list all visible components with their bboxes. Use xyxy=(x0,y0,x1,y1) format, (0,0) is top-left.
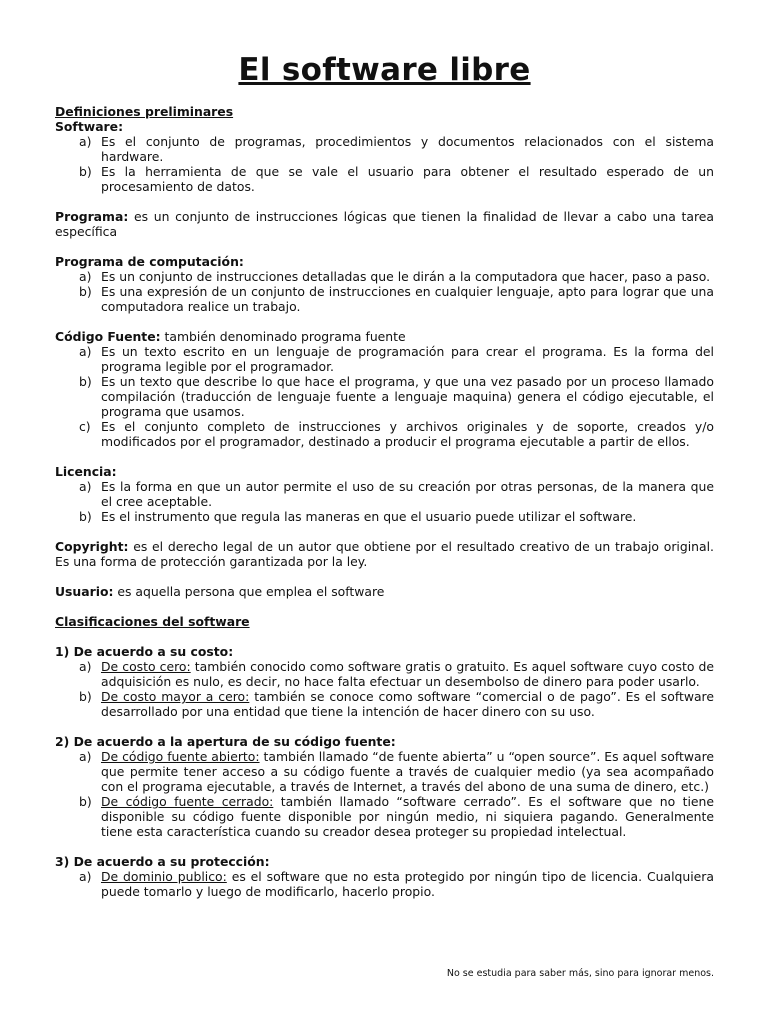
definition-programa: Programa: es un conjunto de instrucciones lógicas que tienen la finalidad de llevar a cabo una tarea específica xyxy=(55,209,714,239)
list-item: b) Es un texto que describe lo que hace el programa, y que una vez pasado por un proceso llamado compilación (traducción de lenguaje fuente a lenguaje maquina) genera el código ejecutable, el programa que usamos. xyxy=(79,374,714,419)
document-title: El software libre xyxy=(238,52,531,88)
list-item: a) De código fuente abierto: también llamado “de fuente abierta” u “open source”. Es aquel software que permite tener acceso a su código fuente a través de cualquier medio (ya sea acompañado con el programa ejecutable, a través de Internet, a través del abono de una suma de dinero, etc.) xyxy=(79,749,715,794)
list-item: b) Es la herramienta de que se vale el usuario para obtener el resultado esperado de un procesamiento de datos. xyxy=(79,164,714,194)
list-item: b) Es una expresión de un conjunto de instrucciones en cualquier lenguaje, apto para lograr que una computadora realice un trabajo. xyxy=(79,284,714,314)
list-item: c) Es el conjunto completo de instrucciones y archivos originales y de soporte, creados y/o modificados por el programador, destinado a producir el programa ejecutable a partir de ellos. xyxy=(79,419,714,449)
list-item: a) Es un texto escrito en un lenguaje de programación para crear el programa. Es la forma del programa legible por el programador. xyxy=(79,344,714,374)
list-item: b) Es el instrumento que regula las maneras en que el usuario puede utilizar el software. xyxy=(79,509,637,524)
term-licencia: Licencia: xyxy=(55,464,117,479)
definition-copyright: Copyright: es el derecho legal de un autor que obtiene por el resultado creativo de un trabajo original. Es una forma de protección garantizada por la ley. xyxy=(55,539,714,569)
list-item: a) De dominio publico: es el software que no esta protegido por ningún tipo de licencia. Cualquiera puede tomarlo y luego de modificarlo, hacerlo propio. xyxy=(79,869,714,899)
subheading-costo: 1) De acuerdo a su costo: xyxy=(55,644,234,659)
list-item: b) De código fuente cerrado: también llamado “software cerrado”. Es el software que no tiene disponible su código fuente disponible por ningún medio, ni siquiera pagando. Generalmente tiene esta característica cuando su creador desea proteger su propiedad intelectual. xyxy=(79,794,714,839)
costo-list xyxy=(55,659,714,719)
section-heading-clasificaciones: Clasificaciones del software xyxy=(55,614,250,629)
subheading-proteccion: 3) De acuerdo a su protección: xyxy=(55,854,270,869)
proteccion-list xyxy=(55,869,714,899)
programa-computacion-list xyxy=(55,269,714,314)
apertura-list xyxy=(55,749,714,839)
definition-codigo-fuente: Código Fuente: también denominado programa fuente xyxy=(55,329,406,344)
list-item: a) Es el conjunto de programas, procedimientos y documentos relacionados con el sistema hardware. xyxy=(79,134,714,164)
document-body xyxy=(55,104,714,899)
list-item: a) Es la forma en que un autor permite el uso de su creación por otras personas, de la manera que el cree aceptable. xyxy=(79,479,714,509)
footer-quote: No se estudia para saber más, sino para ignorar menos. xyxy=(446,968,714,979)
definition-usuario: Usuario: es aquella persona que emplea el software xyxy=(55,584,385,599)
list-item: a) Es un conjunto de instrucciones detalladas que le dirán a la computadora que hacer, paso a paso. xyxy=(79,269,711,284)
term-programa-computacion: Programa de computación: xyxy=(55,254,244,269)
licencia-list xyxy=(55,479,714,524)
software-list xyxy=(55,134,714,194)
term-software: Software: xyxy=(55,119,124,134)
list-item: a) De costo cero: también conocido como software gratis o gratuito. Es aquel software cuyo costo de adquisición es nulo, es decir, no hace falta efectuar un desembolso de dinero para poder usarlo. xyxy=(79,659,715,689)
section-heading-definiciones: Definiciones preliminares xyxy=(55,104,234,119)
subheading-apertura: 2) De acuerdo a la apertura de su código fuente: xyxy=(55,734,396,749)
list-item: b) De costo mayor a cero: también se conoce como software “comercial o de pago”. Es el software desarrollado por una entidad que tiene la intención de hacer dinero con su uso. xyxy=(79,689,715,719)
codigo-fuente-list xyxy=(55,344,714,449)
